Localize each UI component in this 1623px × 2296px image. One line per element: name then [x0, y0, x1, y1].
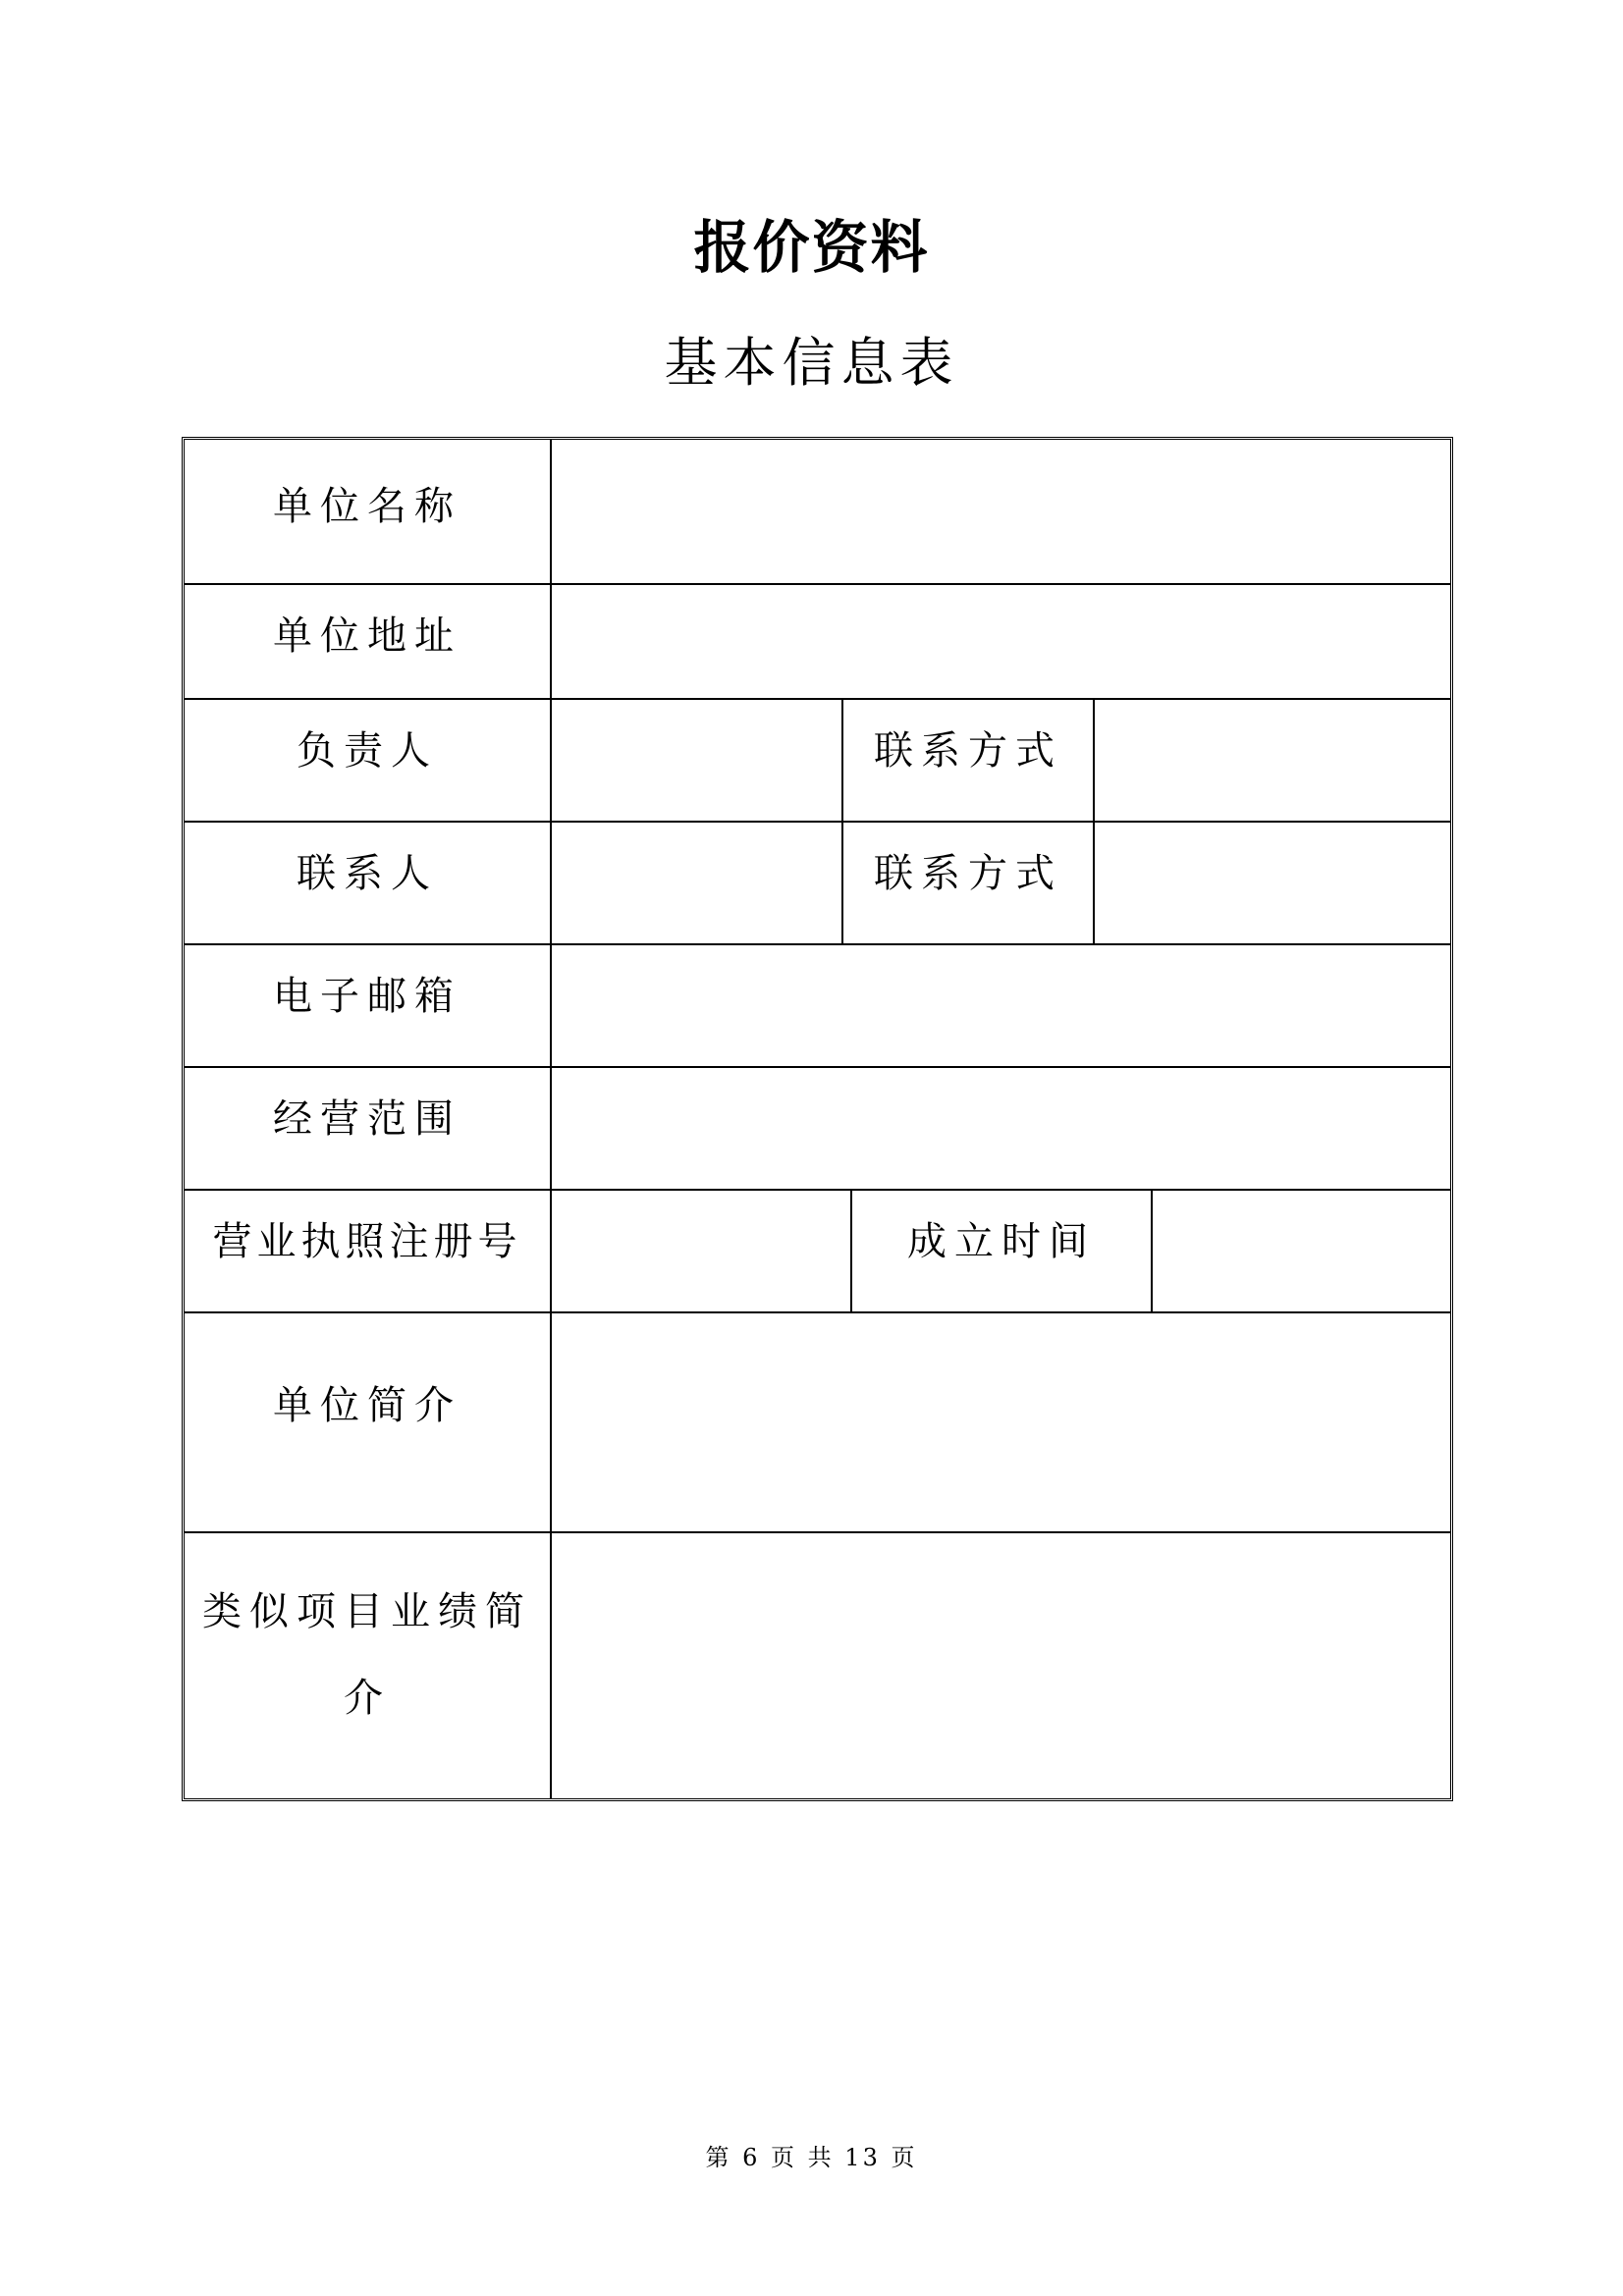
unit-intro-label: 单位简介 [185, 1313, 552, 1533]
business-scope-field[interactable] [552, 1068, 1450, 1191]
email-field[interactable] [552, 945, 1450, 1068]
unit-intro-field[interactable] [552, 1313, 1450, 1533]
contact-person-field[interactable] [552, 823, 843, 945]
unit-name-field[interactable] [552, 440, 1450, 585]
license-number-label: 营业执照注册号 [185, 1191, 552, 1313]
established-date-label: 成立时间 [852, 1191, 1153, 1313]
contact-person-label: 联系人 [185, 823, 552, 945]
contact-method-label-2: 联系方式 [843, 823, 1095, 945]
established-date-field[interactable] [1153, 1191, 1450, 1313]
document-title: 报价资料 [693, 214, 930, 281]
similar-projects-field[interactable] [552, 1533, 1450, 1798]
unit-address-label: 单位地址 [185, 585, 552, 700]
email-label: 电子邮箱 [185, 945, 552, 1068]
contact-method-field-2[interactable] [1095, 823, 1450, 945]
page-number: 第 6 页 共 13 页 [705, 2144, 918, 2171]
person-in-charge-label: 负责人 [185, 700, 552, 823]
unit-name-label: 单位名称 [185, 440, 552, 585]
unit-address-field[interactable] [552, 585, 1450, 700]
contact-method-label-1: 联系方式 [843, 700, 1095, 823]
basic-info-table [182, 437, 1453, 1801]
table-subtitle: 基本信息表 [664, 332, 959, 394]
license-number-field[interactable] [552, 1191, 852, 1313]
business-scope-label: 经营范围 [185, 1068, 552, 1191]
person-in-charge-field[interactable] [552, 700, 843, 823]
contact-method-field-1[interactable] [1095, 700, 1450, 823]
similar-projects-label: 类似项目业绩简介 [202, 1589, 532, 1721]
